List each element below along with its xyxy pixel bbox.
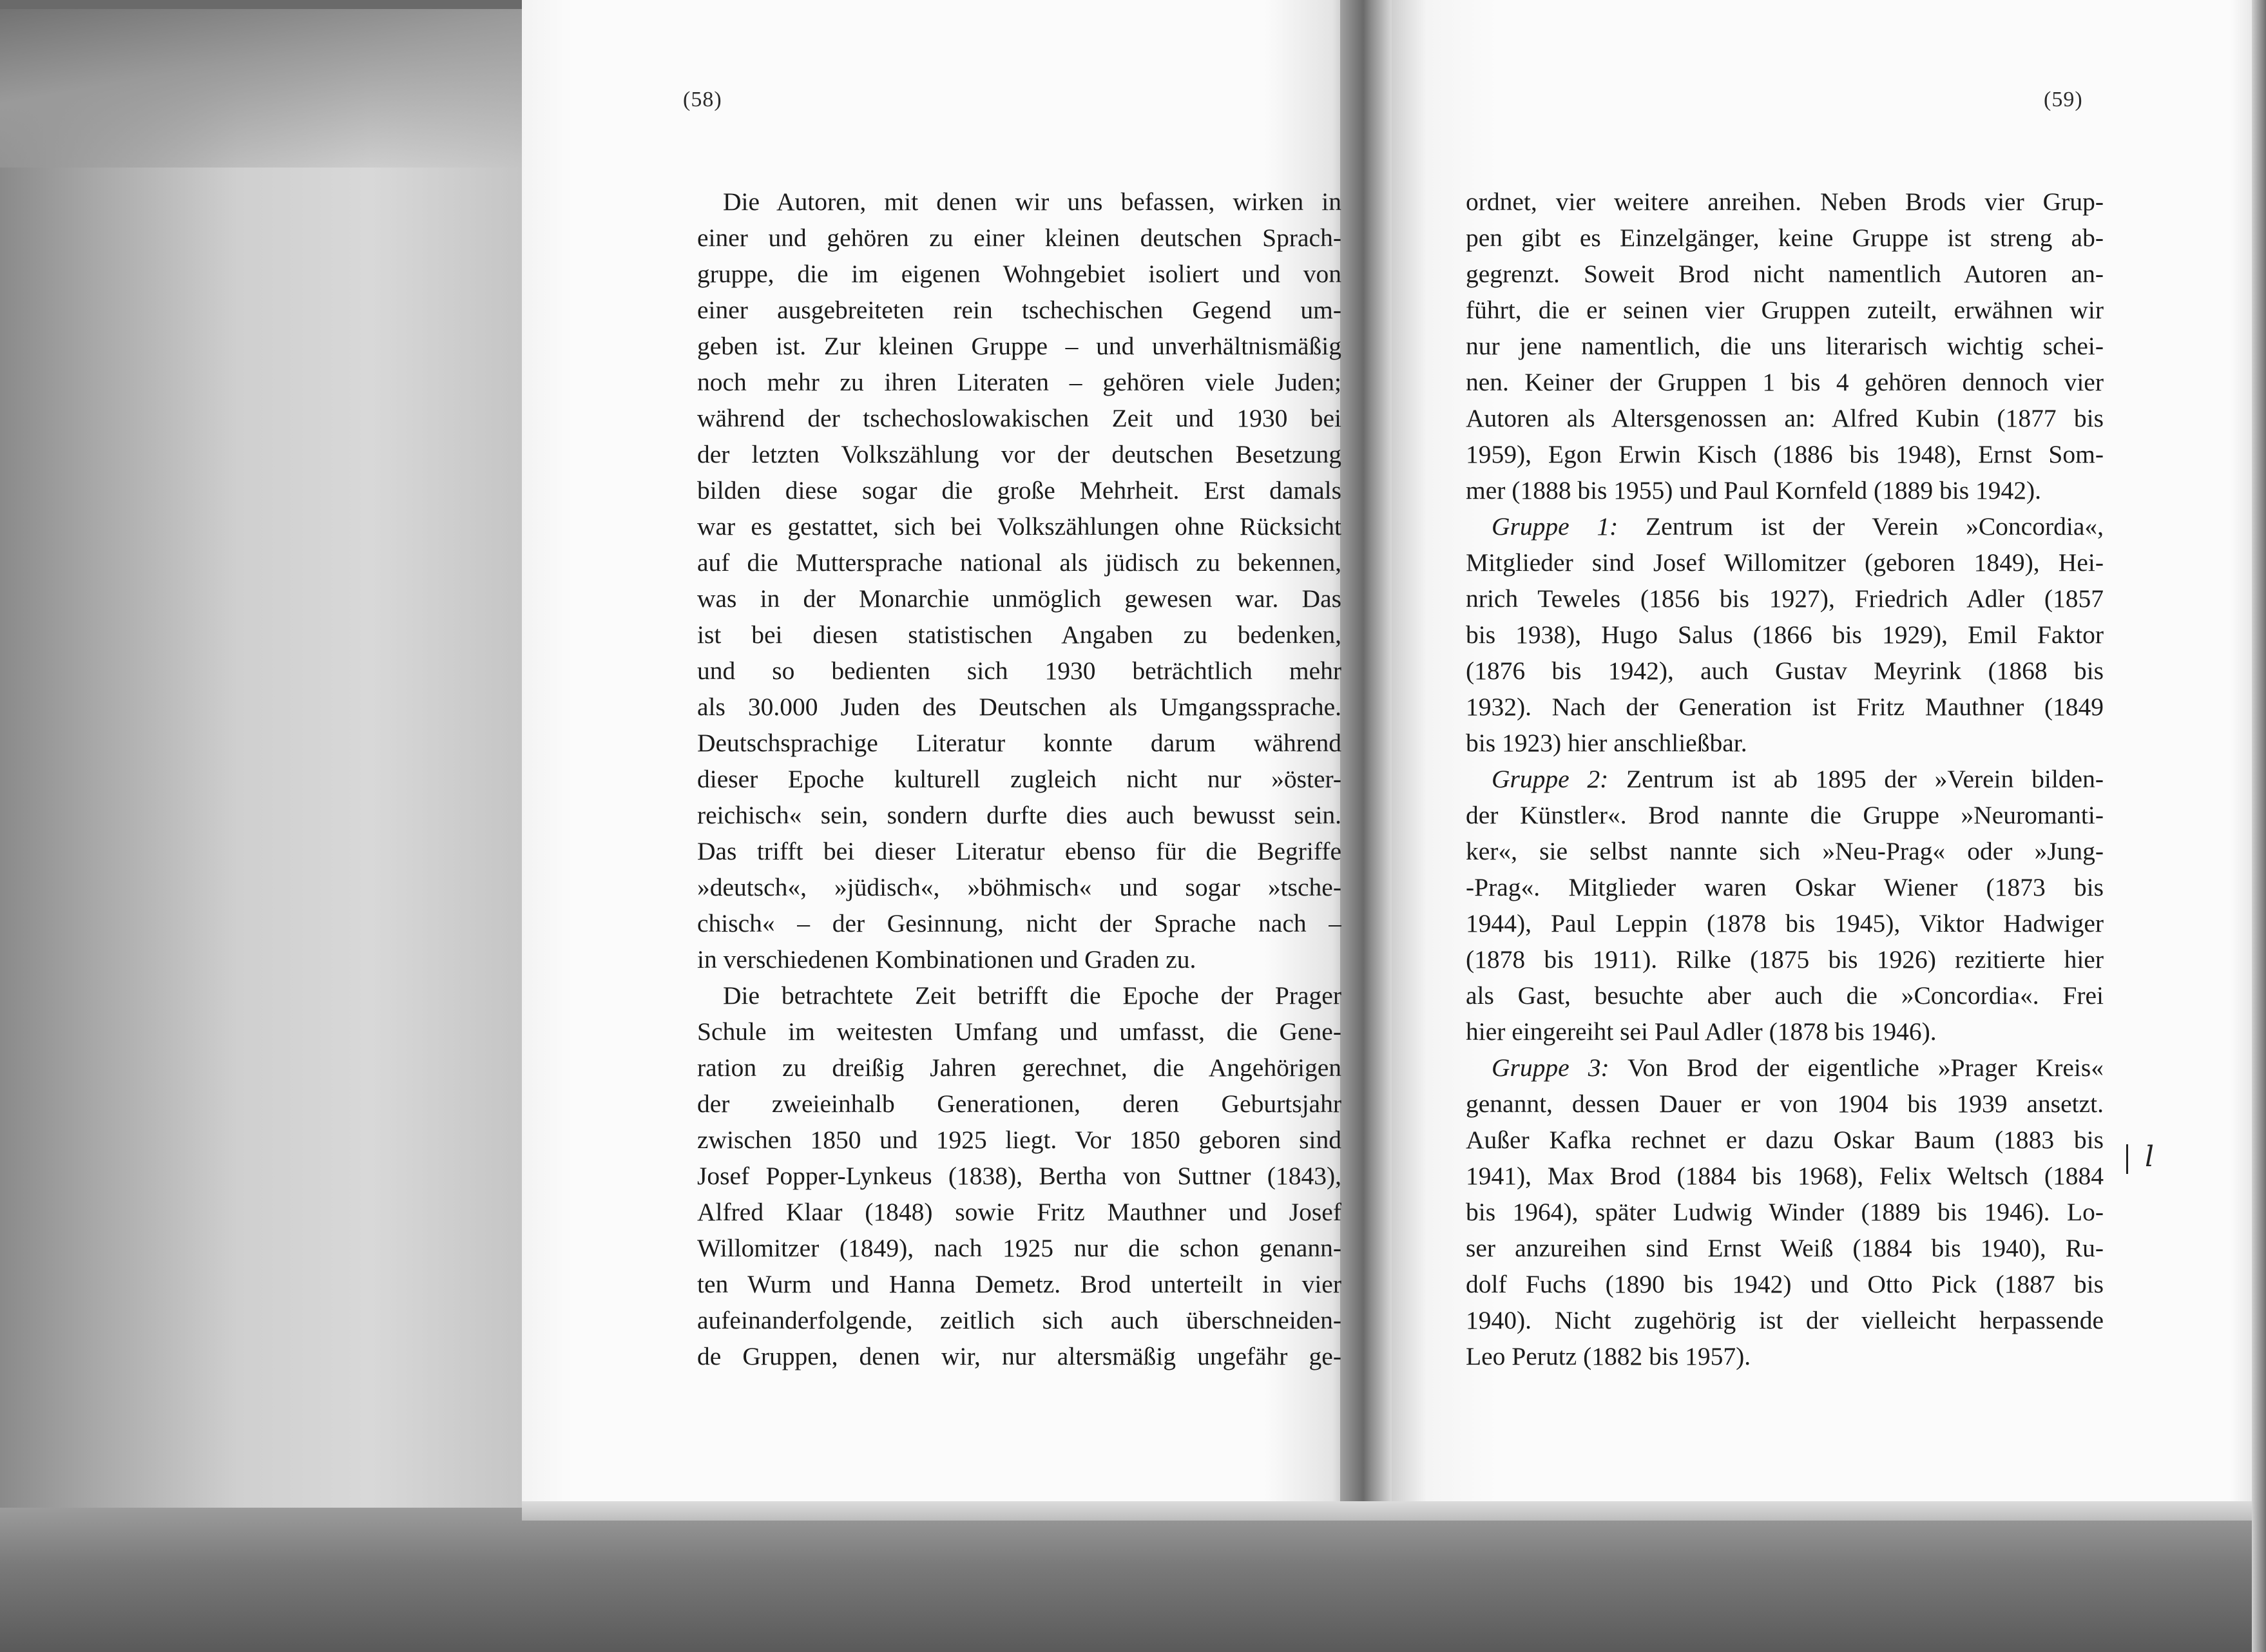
text-line: bis 1938), Hugo Salus (1866 bis 1929), Emil Faktor	[1466, 620, 2104, 649]
text-line: bilden diese sogar die große Mehrheit. Erst damals	[697, 476, 1341, 504]
cover-fold	[0, 0, 528, 168]
text-line: der letzten Volkszählung vor der deutschen Besetzung	[697, 440, 1341, 468]
group-label: Gruppe 1:	[1492, 512, 1618, 541]
text-line: gegrenzt. Soweit Brod nicht namentlich Autoren an-	[1466, 260, 2104, 288]
text-line: 1932). Nach der Generation ist Fritz Mauthner (1849	[1466, 693, 2104, 721]
text-line: zwischen 1850 und 1925 liegt. Vor 1850 geboren sind	[697, 1126, 1341, 1154]
text-line: nen. Keiner der Gruppen 1 bis 4 gehören dennoch vier	[1466, 368, 2104, 396]
book-gutter	[1340, 0, 1392, 1501]
text-line: Die betrachtete Zeit betrifft die Epoche der Prager	[723, 981, 1341, 1010]
text-line: 1944), Paul Leppin (1878 bis 1945), Viktor Hadwiger	[1466, 909, 2104, 937]
text-line: geben ist. Zur kleinen Gruppe – und unverhältnismäßig	[697, 332, 1341, 360]
text-line: Das trifft bei dieser Literatur ebenso für die Begriffe	[697, 837, 1341, 865]
text-line: ist bei diesen statistischen Angaben zu bedenken,	[697, 620, 1341, 649]
text-line: und so bedienten sich 1930 beträchtlich mehr	[697, 657, 1341, 685]
text-line: mer (1888 bis 1955) und Paul Kornfeld (1889 bis 1942).	[1466, 476, 2042, 504]
text-line: (1876 bis 1942), auch Gustav Meyrink (1868 bis	[1466, 657, 2104, 685]
text-line: -Prag«. Mitglieder waren Oskar Wiener (1873 bis	[1466, 873, 2104, 901]
text-line: der Künstler«. Brod nannte die Gruppe »Neuromanti-	[1466, 801, 2104, 829]
text-line: gruppe, die im eigenen Wohngebiet isoliert und von	[697, 260, 1341, 288]
text-line: während der tschechoslowakischen Zeit und 1930 bei	[697, 404, 1341, 432]
text-line: de Gruppen, denen wir, nur altersmäßig ungefähr ge-	[697, 1342, 1341, 1370]
text-line: (1878 bis 1911). Rilke (1875 bis 1926) rezitierte hier	[1466, 945, 2104, 974]
text-line: Autoren als Altersgenossen an: Alfred Kubin (1877 bis	[1466, 404, 2104, 432]
text-line: war es gestattet, sich bei Volkszählungen ohne Rücksicht	[697, 512, 1341, 541]
text-line: Leo Perutz (1882 bis 1957).	[1466, 1342, 1751, 1370]
text-line	[1466, 761, 2104, 797]
margin-note-text: l	[2145, 1140, 2155, 1173]
text-line: dolf Fuchs (1890 bis 1942) und Otto Pick (1887 bis	[1466, 1270, 2104, 1298]
text-line	[1466, 1050, 2104, 1086]
group-text: Zentrum ist ab 1895 der »Verein bilden-	[1608, 765, 2104, 793]
text-line: bis 1923) hier anschließbar.	[1466, 729, 1747, 757]
text-line: Josef Popper-Lynkeus (1838), Bertha von Suttner (1843),	[697, 1162, 1341, 1190]
margin-annotation	[2126, 1140, 2154, 1174]
text-line: führt, die er seinen vier Gruppen zuteilt, erwähnen wir	[1466, 296, 2104, 324]
text-line: aufeinanderfolgende, zeitlich sich auch überschneiden-	[697, 1306, 1341, 1334]
text-line: Deutschsprachige Literatur konnte darum während	[697, 729, 1341, 757]
group-label: Gruppe 2:	[1492, 765, 1609, 793]
text-line: in verschiedenen Kombinationen und Graden zu.	[697, 945, 1196, 974]
text-line: ordnet, vier weitere anreihen. Neben Brods vier Grup-	[1466, 187, 2104, 216]
text-line: reichisch« sein, sondern durfte dies auch bewusst sein.	[697, 801, 1341, 829]
group-label: Gruppe 3:	[1492, 1053, 1609, 1082]
text-line: einer ausgebreiteten rein tschechischen Gegend um-	[697, 296, 1341, 324]
text-line: 1940). Nicht zugehörig ist der vielleicht herpassende	[1466, 1306, 2104, 1334]
text-line: ten Wurm und Hanna Demetz. Brod unterteilt in vier	[697, 1270, 1341, 1298]
margin-mark	[2126, 1144, 2128, 1174]
text-line: dieser Epoche kulturell zugleich nicht nur »öster-	[697, 765, 1341, 793]
scanner-bottom-shadow	[0, 1508, 2266, 1652]
page-number-left: (58)	[683, 88, 722, 111]
text-line: einer und gehören zu einer kleinen deutschen Sprach-	[697, 224, 1341, 252]
text-line: Die Autoren, mit denen wir uns befassen, wirken in	[723, 187, 1341, 216]
text-line: bis 1964), später Ludwig Winder (1889 bis 1946). Lo-	[1466, 1198, 2104, 1226]
text-line: ser anzureihen sind Ernst Weiß (1884 bis 1940), Ru-	[1466, 1234, 2104, 1262]
text-line: ker«, sie selbst nannte sich »Neu-Prag« oder »Jung-	[1466, 837, 2104, 865]
text-line: »deutsch«, »jüdisch«, »böhmisch« und sogar »tsche-	[697, 873, 1341, 901]
text-line: hier eingereiht sei Paul Adler (1878 bis 1946).	[1466, 1017, 1937, 1046]
page-number-right: (59)	[2044, 88, 2083, 111]
text-line: 1941), Max Brod (1884 bis 1968), Felix Weltsch (1884	[1466, 1162, 2104, 1190]
text-line: Schule im weitesten Umfang und umfasst, die Gene-	[697, 1017, 1341, 1046]
book-cover-shadow	[0, 0, 528, 1652]
text-line: auf die Muttersprache national als jüdisch zu bekennen,	[697, 548, 1341, 577]
text-line: der zweieinhalb Generationen, deren Geburtsjahr	[697, 1090, 1341, 1118]
left-page-body	[697, 184, 1341, 1374]
text-line: als 30.000 Juden des Deutschen als Umgangssprache.	[697, 693, 1341, 721]
text-line: chisch« – der Gesinnung, nicht der Sprache nach –	[697, 909, 1341, 937]
text-line: genannt, dessen Dauer er von 1904 bis 1939 ansetzt.	[1466, 1090, 2104, 1118]
text-line: noch mehr zu ihren Literaten – gehören viele Juden;	[697, 368, 1341, 396]
text-line: als Gast, besuchte aber auch die »Concordia«. Frei	[1466, 981, 2104, 1010]
text-line	[1466, 508, 2104, 544]
group-text: Zentrum ist der Verein »Concordia«,	[1618, 512, 2104, 541]
text-line: nrich Teweles (1856 bis 1927), Friedrich Adler (1857	[1466, 584, 2104, 613]
text-line: pen gibt es Einzelgänger, keine Gruppe ist streng ab-	[1466, 224, 2104, 252]
text-line: Willomitzer (1849), nach 1925 nur die schon genann-	[697, 1234, 1341, 1262]
right-page-edge	[2252, 0, 2266, 1652]
text-line: was in der Monarchie unmöglich gewesen war. Das	[697, 584, 1341, 613]
text-line: 1959), Egon Erwin Kisch (1886 bis 1948), Ernst Som-	[1466, 440, 2104, 468]
text-line: Außer Kafka rechnet er dazu Oskar Baum (1883 bis	[1466, 1126, 2104, 1154]
text-line: Mitglieder sind Josef Willomitzer (geboren 1849), Hei-	[1466, 548, 2104, 577]
text-line: ration zu dreißig Jahren gerechnet, die Angehörigen	[697, 1053, 1341, 1082]
group-text: Von Brod der eigentliche »Prager Kreis«	[1609, 1053, 2104, 1082]
right-page-body	[1466, 184, 2104, 1374]
text-line: nur jene namentlich, die uns literarisch wichtig schei-	[1466, 332, 2104, 360]
text-line: Alfred Klaar (1848) sowie Fritz Mauthner und Josef	[697, 1198, 1341, 1226]
